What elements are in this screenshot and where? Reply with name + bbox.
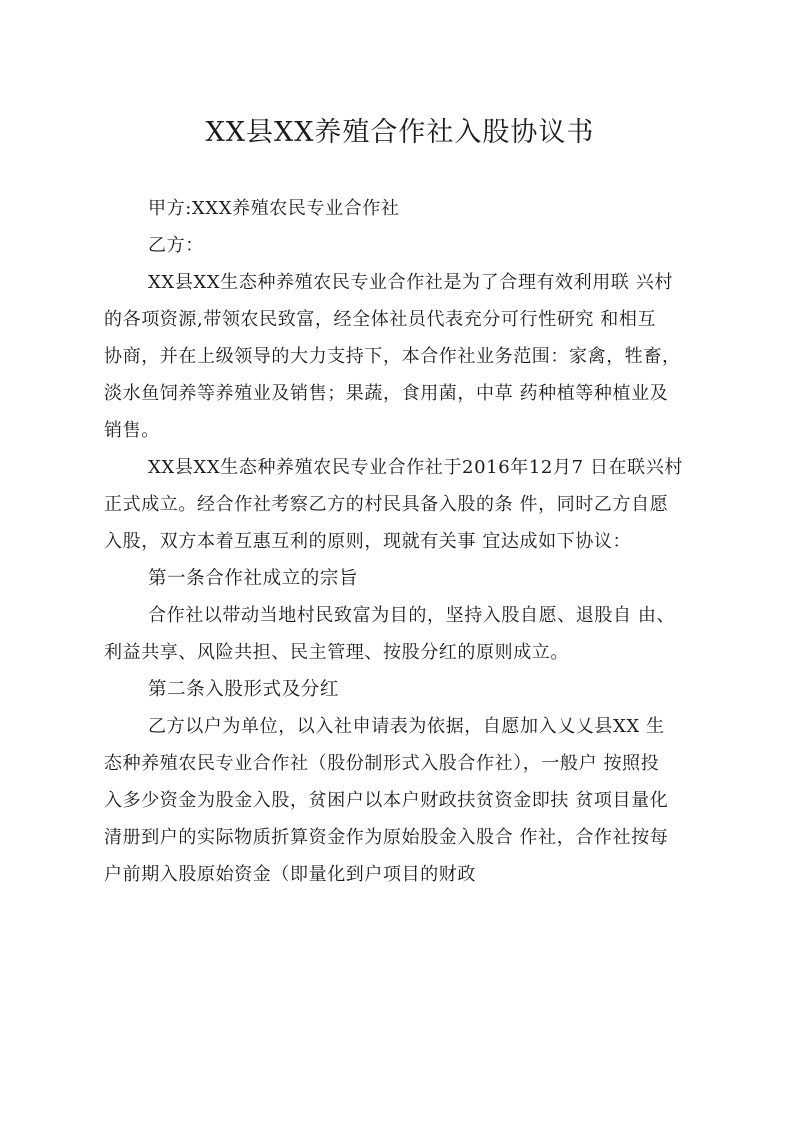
party-b-line: 乙方： xyxy=(148,235,204,256)
intro-paragraph xyxy=(104,270,708,444)
article2-heading: 第二条入股形式及分红 xyxy=(148,679,340,700)
paragraph-line: XX县XX生态种养殖农民专业合作社是为了合理有效利用联 兴村 xyxy=(148,272,673,293)
paragraph-line: 协商，并在上级领导的大力支持下，本合作社业务范围：家禽，牲畜， xyxy=(104,346,681,367)
paragraph-line: 淡水鱼饲养等养殖业及销售；果蔬，食用菌，中草 药种植等种植业及 xyxy=(104,383,669,404)
paragraph-line: 入多少资金为股金入股，贫困户以本户财政扶贫资金即扶 贫项目量化 xyxy=(104,790,669,811)
establishment-paragraph xyxy=(104,455,708,555)
paragraph-line: XX县XX生态种养殖农民专业合作社于2016年12月7 日在联兴村 xyxy=(148,457,683,478)
paragraph-line: 利益共享、风险共担、民主管理、按股分红的原则成立。 xyxy=(104,642,569,663)
paragraph-line: 乙方以户为单位，以入社申请表为依据，自愿加入乂乂县XX 生 xyxy=(148,716,665,737)
paragraph-line: 清册到户的实际物质折算资金作为原始股金入股合 作社，合作社按每 xyxy=(104,827,669,848)
party-a-line: 甲方:XXX养殖农民专业合作社 xyxy=(148,198,400,219)
paragraph-line: 正式成立。经合作社考察乙方的村民具备入股的条 件，同时乙方自愿 xyxy=(104,494,669,515)
paragraph-line: 态种养殖农民专业合作社（股份制形式入股合作社），一般户 按照投 xyxy=(104,753,660,774)
article2-paragraph xyxy=(104,714,708,888)
paragraph-line: 销售。 xyxy=(104,420,160,441)
paragraph-line: 的各项资源,带领农民致富，经全体社员代表充分可行性研究 和相互 xyxy=(104,309,657,330)
document-body xyxy=(104,196,708,899)
paragraph-line: 合作社以带动当地村民致富为目的，坚持入股自愿、退股自 由、 xyxy=(148,605,676,626)
article1-heading: 第一条合作社成立的宗旨 xyxy=(148,568,359,589)
article1-paragraph xyxy=(104,603,708,666)
paragraph-line: 户前期入股原始资金（即量化到户项目的财政 xyxy=(104,864,476,885)
paragraph-line: 入股，双方本着互惠互利的原则，现就有关事 宜达成如下协议： xyxy=(104,531,632,552)
document-title: XX县XX养殖合作社入股协议书 xyxy=(205,117,595,148)
